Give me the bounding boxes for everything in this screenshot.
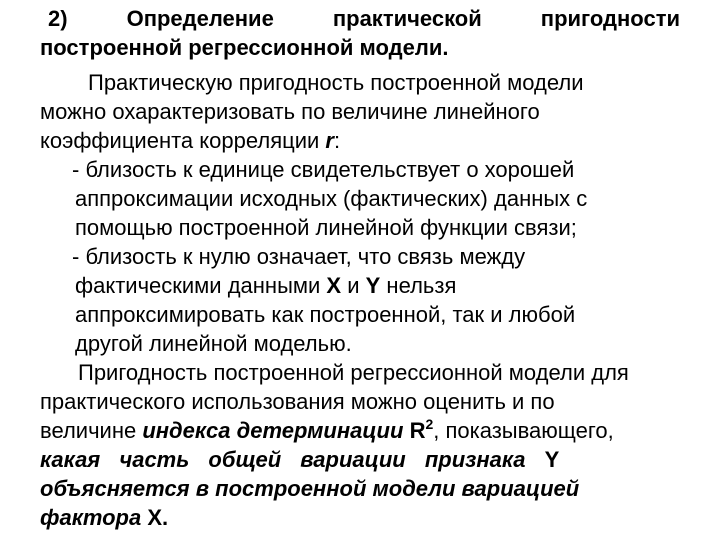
para1-line-3-text: коэффициента корреляции bbox=[40, 128, 326, 153]
para2-line-3-text: величине bbox=[40, 418, 143, 443]
bullet1-line-1: - близость к единице свидетельствует о хорошей bbox=[72, 157, 575, 182]
para1-line-1: Практическую пригодность построенной модели bbox=[88, 70, 584, 95]
para2-line-3 bbox=[40, 418, 614, 444]
para2-line-4 bbox=[40, 447, 559, 473]
heading-line-1 bbox=[48, 6, 680, 32]
bullet1-line-2: аппроксимации исходных (фактических) данных с bbox=[75, 186, 588, 211]
bullet2-line-1: - близость к нулю означает, что связь между bbox=[72, 244, 526, 269]
para2-line-6 bbox=[40, 505, 168, 531]
r-squared: R bbox=[403, 418, 426, 443]
para1-line-2: можно охарактеризовать по величине линейного bbox=[40, 99, 540, 124]
para2-line-2: практического использования можно оценить и по bbox=[40, 389, 555, 414]
bullet2-line-2-text: фактическими данными bbox=[75, 273, 327, 298]
heading-word-1: Определение bbox=[126, 6, 274, 31]
variable-r: r bbox=[325, 128, 334, 153]
conjunction: и bbox=[341, 273, 366, 298]
para2-line-1: Пригодность построенной регрессионной модели для bbox=[78, 360, 629, 385]
variable-y-2: Y bbox=[525, 447, 560, 472]
variable-y: Y bbox=[365, 273, 381, 298]
bullet2-line-3: аппроксимировать как построенной, так и любой bbox=[75, 302, 576, 327]
bullet1-line-3: помощью построенной линейной функции связи; bbox=[75, 215, 577, 240]
bullet2-line-2 bbox=[75, 273, 456, 299]
heading-line-2: построенной регрессионной модели. bbox=[40, 35, 449, 60]
determination-index-term: индекса детерминации bbox=[142, 418, 404, 443]
heading-number: 2) bbox=[48, 6, 68, 31]
heading-word-2: практической bbox=[332, 6, 482, 31]
heading-word-3: пригодности bbox=[540, 6, 680, 31]
variable-x-2: X. bbox=[141, 505, 169, 530]
para1-line-3 bbox=[40, 128, 340, 154]
para2-line-3-end: , показывающего, bbox=[433, 418, 614, 443]
colon: : bbox=[333, 128, 341, 153]
variable-x: X bbox=[326, 273, 342, 298]
bullet2-line-4: другой линейной моделью. bbox=[75, 331, 352, 356]
superscript-2: 2 bbox=[425, 416, 434, 432]
bullet2-line-2-end: нельзя bbox=[380, 273, 457, 298]
para2-line-4-emphasis: какая часть общей вариации признака bbox=[40, 447, 526, 472]
factor-word: фактора bbox=[40, 505, 142, 530]
para2-line-5: объясняется в построенной модели вариацией bbox=[40, 476, 580, 501]
